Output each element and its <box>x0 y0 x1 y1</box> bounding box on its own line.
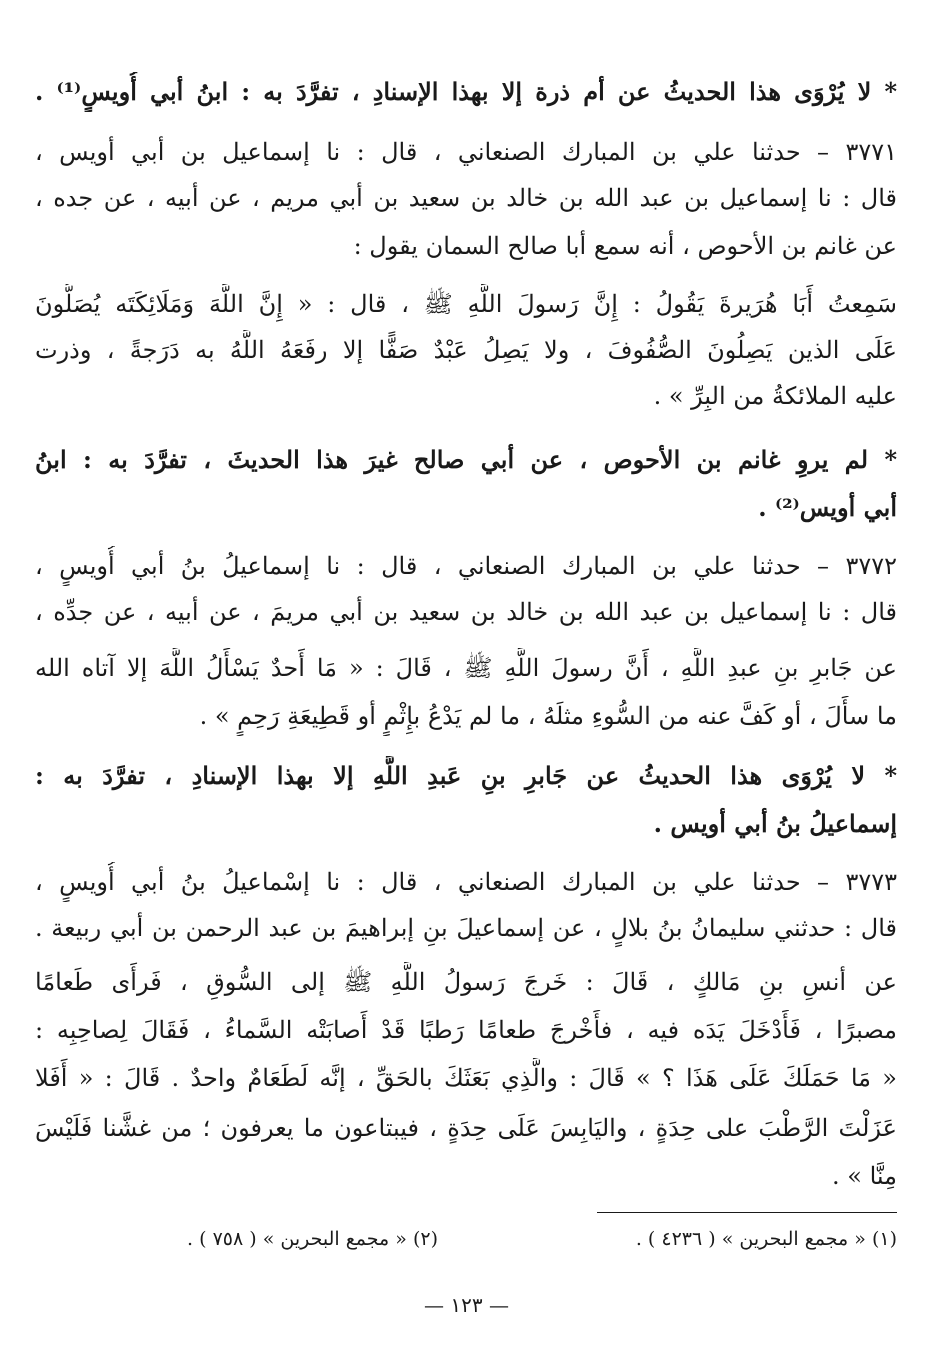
footnote-2: (٢) « مجمع البحرين » ( ٧٥٨ ) . <box>187 1228 438 1250</box>
hadith-3773-line-1: ٣٧٧٣ – حدثنا علي بن المبارك الصنعاني ، قال : نا إسْماعيلُ بنُ أبي أُويسٍ ، <box>35 868 897 896</box>
hadith-3773-line-5: « مَا حَمَلَكَ عَلَى هَذَا ؟ » قَالَ : والَّذِي بَعَثَكَ بالحَقِّ ، إنَّه لَطَعَامٌ واحدٌ . قَالَ : « أَفَلا <box>35 1064 897 1092</box>
hadith-3773-line-6: عَزَلْتَ الرَّطْبَ على حِدَةٍ ، واليَابِسَ عَلَى حِدَةٍ ، فيبتاعون ما يعرفون ؛ من غشَّنا فَلَيْسَ <box>35 1114 897 1142</box>
note-line-1: * لا يُرْوَى هذا الحديثُ عن أم ذرة إلا بهذا الإسنادِ ، تفرَّدَ به : ابنُ أبي أُويسٍ⁽¹⁾ . <box>35 77 897 106</box>
note-line-4: * لا يُرْوَى هذا الحديثُ عن جَابرِ بنِ عَبدِ اللَّهِ إلا بهذا الإسنادِ ، تفرَّدَ به : <box>35 761 897 790</box>
page-number: — ١٢٣ — <box>424 1293 509 1317</box>
note-line-5: إسماعيلُ بنُ أبي أويس . <box>653 809 897 838</box>
hadith-3773-line-3: عن أنسِ بنِ مَالكٍ ، قَالَ : خَرجَ رَسولُ اللَّهِ ﷺ إلى السُّوقِ ، فَرأَى طَعامًا <box>35 968 897 996</box>
hadith-3772-line-4: ما سأَلَ ، أو كَفَّ عنه من السُّوءِ مثلَهُ ، ما لم يَدْعُ بإِثْمٍ أو قَطِيعَةِ رَحِمٍ » . <box>199 702 897 730</box>
note-line-3: أبي أويس⁽²⁾ . <box>758 493 897 522</box>
hadith-3771-line-6: عليه الملائكةُ من البِرِّ » . <box>653 382 897 410</box>
hadith-3772-line-1: ٣٧٧٢ – حدثنا علي بن المبارك الصنعاني ، قال : نا إسماعيلُ بنُ أبي أُويسٍ ، <box>35 552 897 580</box>
hadith-3772-line-3: عن جَابرِ بنِ عبدِ اللَّهِ ، أَنَّ رسولَ اللَّهِ ﷺ ، قَالَ : « مَا أَحدٌ يَسْأَلُ اللَّهَ إلا آتاه الله <box>35 654 897 682</box>
note-line-2: * لم يروِ غانم بن الأحوص ، عن أبي صالح غيرَ هذا الحديثَ ، تفرَّدَ به : ابنُ <box>35 445 897 474</box>
hadith-3773-line-4: مصبرًا ، فَأَدْخَلَ يَدَه فيه ، فأَخْرجَ طعامًا رَطبًا قَدْ أَصابَتْه السَّماءُ ، فَقَالَ لِصاحِبِه : <box>35 1016 897 1044</box>
hadith-3771-line-1: ٣٧٧١ – حدثنا علي بن المبارك الصنعاني ، قال : نا إسماعيل بن أبي أويس ، <box>35 138 897 166</box>
hadith-3771-line-4: سَمِعتُ أَبَا هُرَيرةَ يَقُولُ : إِنَّ رَسولَ اللَّهِ ﷺ ، قال : « إِنَّ اللَّهَ وَمَلَائِكَتَه يُصَلُّونَ <box>35 290 897 318</box>
hadith-3771-line-5: عَلَى الذين يَصِلُونَ الصُّفُوفَ ، ولا يَصِلُ عَبْدٌ صَفًّا إلا رفَعَهُ اللَّهُ به دَرَجةً ، وذرت <box>35 336 897 364</box>
footnote-1: (١) « مجمع البحرين » ( ٤٢٣٦ ) . <box>635 1228 897 1250</box>
footnote-separator <box>597 1212 897 1213</box>
hadith-3772-line-2: قال : نا إسماعيل بن عبد الله بن خالد بن سعيد بن أبي مريمَ ، عن أبيه ، عن جدِّه ، <box>35 598 897 626</box>
hadith-3773-line-7: مِنَّا » . <box>832 1162 897 1190</box>
hadith-3771-line-3: عن غانم بن الأحوص ، أنه سمع أبا صالح السمان يقول : <box>353 232 897 260</box>
hadith-3773-line-2: قال : حدثني سليمانُ بنُ بلالٍ ، عن إسماعيلَ بنِ إبراهيمَ بن عبد الرحمن بن أبي ربيعة . <box>35 914 897 942</box>
hadith-3771-line-2: قال : نا إسماعيل بن عبد الله بن خالد بن سعيد بن أبي مريم ، عن أبيه ، عن جده ، <box>35 184 897 212</box>
